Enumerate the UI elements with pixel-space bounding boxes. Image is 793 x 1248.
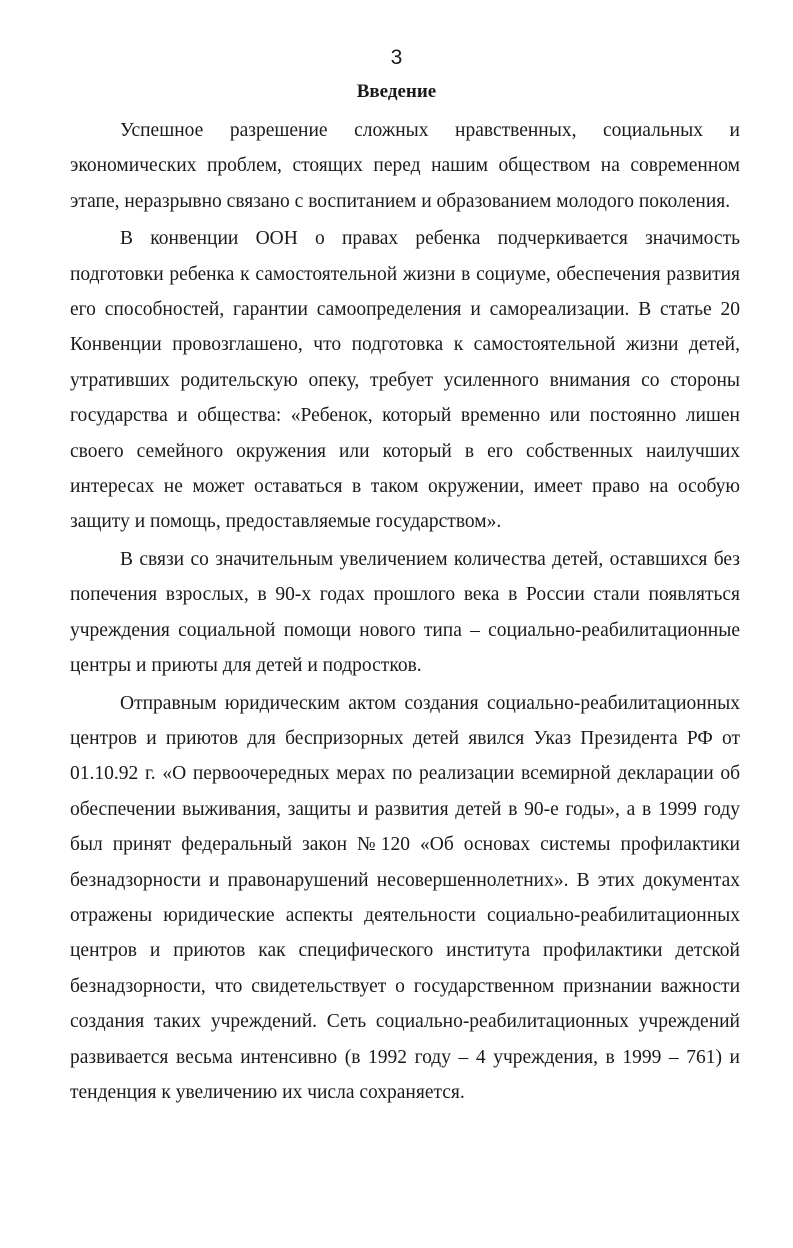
paragraph-2: В конвенции ООН о правах ребенка подчеркивается значимость подготовки ребенка к самостоятельной жизни в социуме, обеспечения развития его способностей, гарантии самоопределения и самореализации. В статье 20 Конвенции провозглашено, что подготовка к самостоятельной жизни детей, утративших родительскую опеку, требует усиленного внимания со стороны государства и общества: «Ребенок, который временно или постоянно лишен своего семейного окружения или который в его собственных наилучших интересах не может оставаться в таком окружении, имеет право на особую защиту и помощь, предоставляемые государством». — [70, 228, 740, 533]
section-heading: Введение — [356, 81, 437, 102]
paragraph-1: Успешное разрешение сложных нравственных, социальных и экономических проблем, стоящих перед нашим обществом на современном этапе, неразрывно связано с воспитанием и образованием молодого поколения. — [70, 120, 740, 212]
body-text — [70, 113, 740, 1110]
page-number: 3 — [390, 46, 403, 69]
paragraph-4: Отправным юридическим актом создания социально-реабилитационных центров и приютов для беспризорных детей явился Указ Президента РФ от 01.10.92 г. «О первоочередных мерах по реализации всемирной декларации об обеспечении выживания, защиты и развития детей в 90-е годы», а в 1999 году был принят федеральный закон №120 «Об основах системы профилактики безнадзорности и правонарушений несовершеннолетних». В этих документах отражены юридические аспекты деятельности социально-реабилитационных центров и приютов как специфического института профилактики детской безнадзорности, что свидетельствует о государственном признании важности создания таких учреждений. Сеть социально-реабилитационных учреждений развивается весьма интенсивно (в 1992 году – 4 учреждения, в 1999 – 761) и тенденция к увеличению их числа сохраняется. — [70, 692, 740, 1103]
paragraph-3: В связи со значительным увеличением количества детей, оставшихся без попечения взрослых, в 90-х годах прошлого века в России стали появляться учреждения социальной помощи нового типа – социально-реабилитационные центры и приюты для детей и подростков. — [70, 548, 740, 677]
